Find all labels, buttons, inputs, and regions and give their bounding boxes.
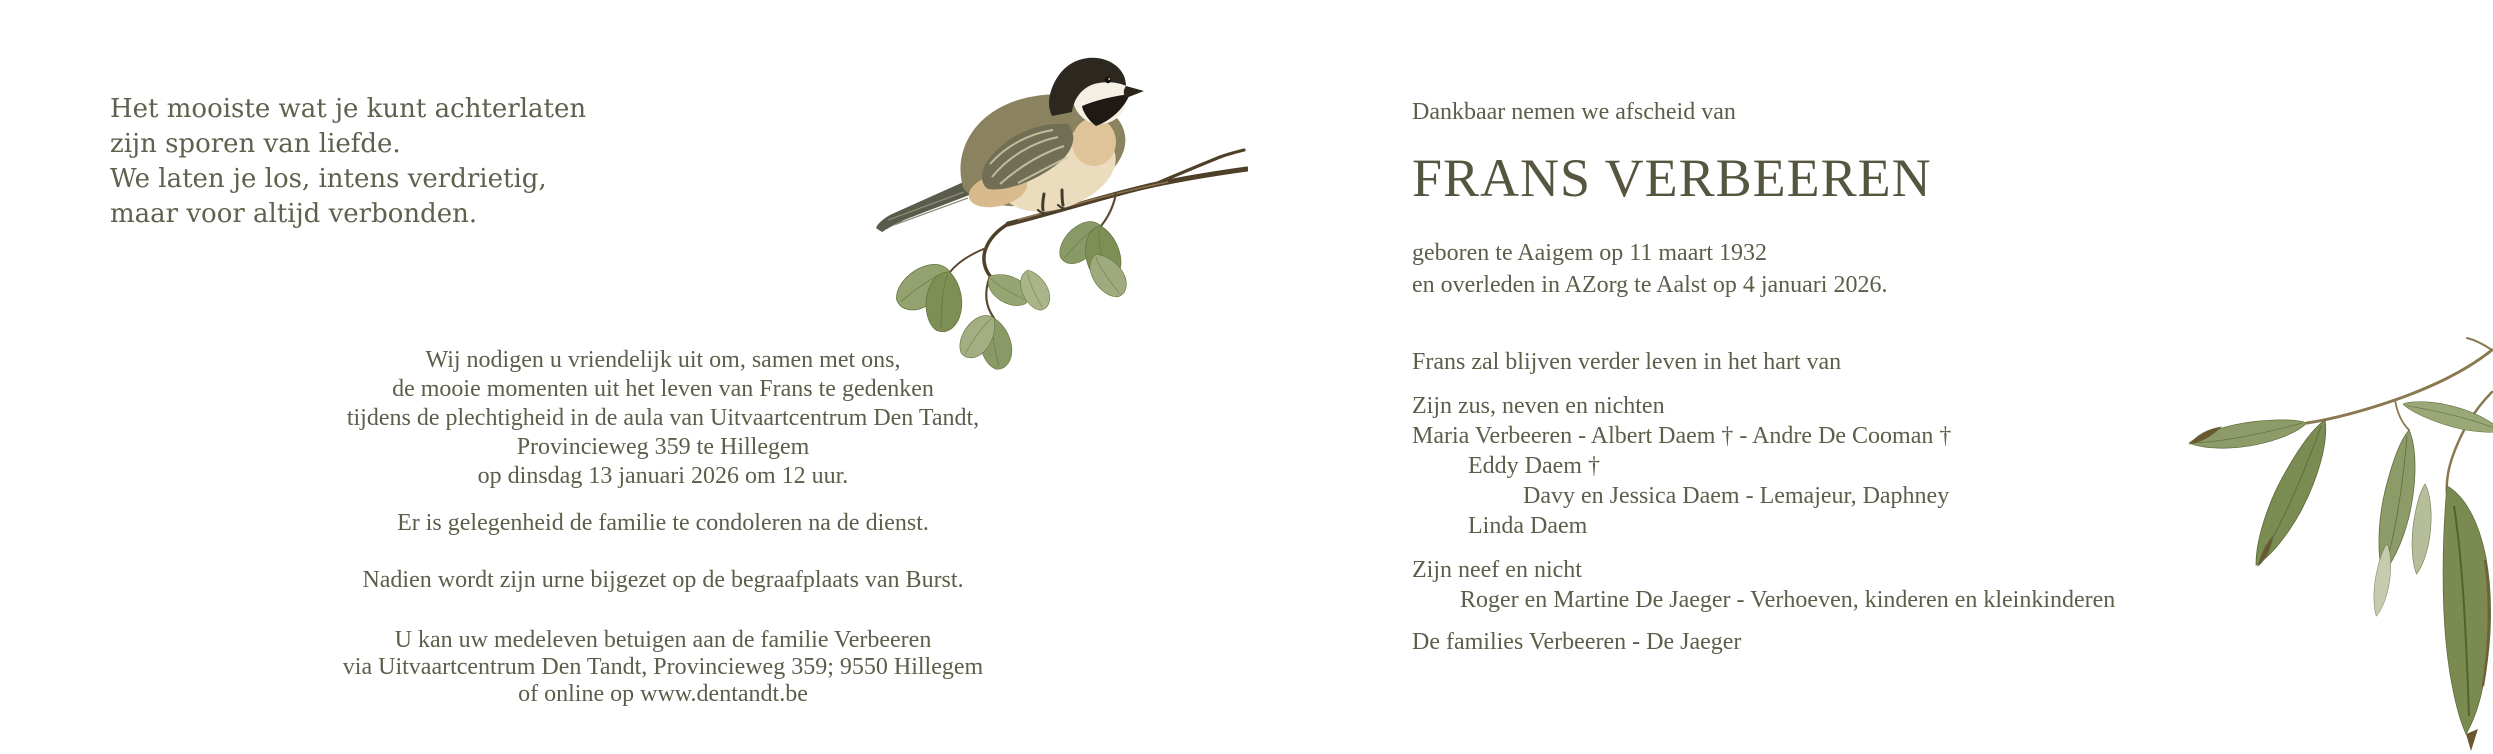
invitation-line: Provincieweg 359 te Hillegem	[516, 434, 810, 460]
family-member-line: Eddy Daem †	[1468, 453, 1600, 479]
birth-death-lines	[1412, 237, 2422, 301]
family-group-heading: Zijn zus, neven en nichten	[1412, 393, 1665, 419]
sympathy-line: via Uitvaartcentrum Den Tandt, Provincieweg 359; 9550 Hillegem	[342, 654, 984, 680]
death-line: en overleden in AZorg te Aalst op 4 januari 2026.	[1412, 272, 1888, 298]
urn-line: Nadien wordt zijn urne bijgezet op de begraafplaats van Burst.	[362, 567, 964, 593]
poem-line: maar voor altijd verbonden.	[110, 199, 478, 229]
ceremony-details	[313, 346, 1013, 708]
intro-line: Dankbaar nemen we afscheid van	[1412, 99, 1736, 125]
family-member-line: Linda Daem	[1468, 513, 1588, 539]
invitation-line: de mooie momenten uit het leven van Frans te gedenken	[392, 376, 934, 402]
sympathy-line: of online op www.dentandt.be	[518, 681, 808, 707]
deceased-name: FRANS VERBEEREN	[1412, 148, 1932, 208]
chickadee-bird	[876, 58, 1144, 232]
invitation-line: tijdens de plechtigheid in de aula van Uitvaartcentrum Den Tandt,	[346, 405, 980, 431]
sympathy-line: U kan uw medeleven betuigen aan de familie Verbeeren	[394, 627, 932, 653]
poem	[110, 92, 586, 232]
families-line: De families Verbeeren - De Jaeger	[1412, 629, 1742, 655]
invitation-line: Wij nodigen u vriendelijk uit om, samen met ons,	[425, 347, 901, 373]
invitation-text	[313, 346, 1013, 491]
bird-illustration	[868, 42, 1248, 372]
poem-line: zijn sporen van liefde.	[110, 129, 401, 159]
sympathy-text	[313, 627, 1013, 708]
poem-line: We laten je los, intens verdrietig,	[110, 164, 547, 194]
condolence-line: Er is gelegenheid de familie te condoleren na de dienst.	[397, 510, 929, 536]
memory-line: Frans zal blijven verder leven in het hart van	[1412, 349, 1842, 375]
family-member-line: Maria Verbeeren - Albert Daem † - Andre De Cooman †	[1412, 423, 1952, 449]
poem-line: Het mooiste wat je kunt achterlaten	[110, 94, 587, 124]
birth-line: geboren te Aaigem op 11 maart 1932	[1412, 240, 1768, 266]
leaves-illustration	[2173, 334, 2493, 754]
family-group-heading: Zijn neef en nicht	[1412, 557, 1582, 583]
family-member-line: Roger en Martine De Jaeger - Verhoeven, kinderen en kleinkinderen	[1460, 587, 2116, 613]
family-member-line: Davy en Jessica Daem - Lemajeur, Daphney	[1523, 483, 1950, 509]
invitation-line: op dinsdag 13 januari 2026 om 12 uur.	[477, 463, 849, 489]
